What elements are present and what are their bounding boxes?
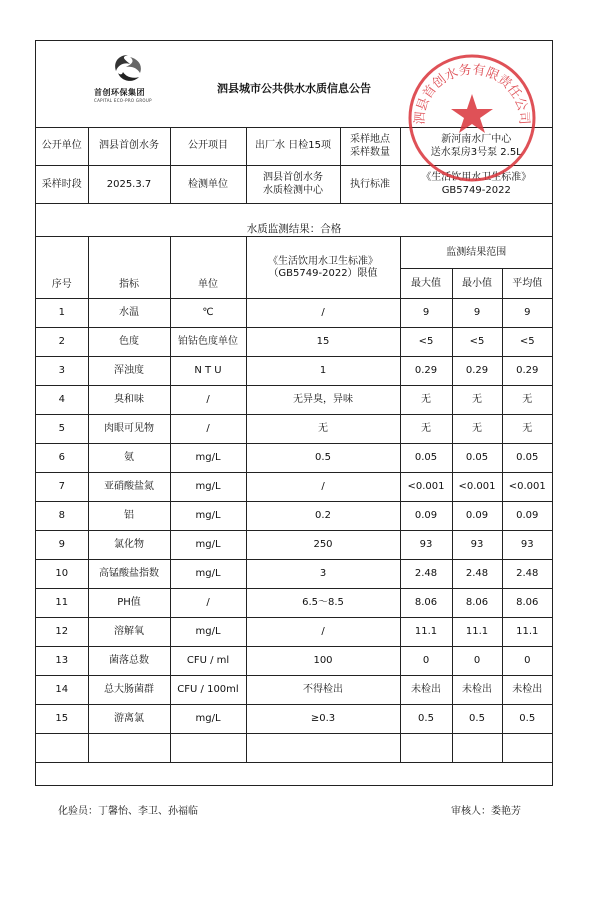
- row-indicator: 浑浊度: [88, 357, 170, 386]
- table-row: [36, 502, 552, 531]
- row-min: 0: [452, 647, 502, 676]
- site-label-line2: 采样数量: [350, 146, 390, 158]
- row-indicator: 亚硝酸盐氮: [88, 473, 170, 502]
- row-unit: 铂钴色度单位: [170, 328, 246, 357]
- meta-row: [36, 165, 552, 203]
- table-row: [36, 473, 552, 502]
- dept-label: 检测单位: [170, 165, 246, 203]
- row-avg: <5: [502, 328, 552, 357]
- row-unit: /: [170, 415, 246, 444]
- row-indicator: 氨: [88, 444, 170, 473]
- row-unit: mg/L: [170, 502, 246, 531]
- row-no: 6: [36, 444, 88, 473]
- time-value: 2025.3.7: [88, 165, 170, 203]
- row-max: 8.06: [400, 589, 452, 618]
- col-range-header: 监测结果范围: [400, 237, 552, 269]
- row-unit: N T U: [170, 357, 246, 386]
- row-limit: 3: [246, 560, 400, 589]
- row-unit: CFU / 100ml: [170, 676, 246, 705]
- notice-title: 泗县城市公共供水水质信息公告: [217, 82, 371, 95]
- col-min-header: 最小值: [452, 269, 502, 299]
- row-max: 0.05: [400, 444, 452, 473]
- seal-text: 泗县首创水务有限责任公司: [412, 62, 532, 126]
- row-limit: 无: [246, 415, 400, 444]
- row-no: 12: [36, 618, 88, 647]
- item-label: 公开项目: [170, 127, 246, 165]
- site-value-line1: 新河南水厂中心: [441, 133, 512, 145]
- logo-text-en: CAPITAL ECO-PRO GROUP: [94, 98, 152, 103]
- dept-value-line1: 泗县首创水务: [263, 172, 323, 183]
- results-table: [36, 236, 552, 763]
- row-min: 无: [452, 386, 502, 415]
- row-indicator: 游离氯: [88, 705, 170, 734]
- std-value-line2: GB5749-2022: [441, 185, 511, 196]
- row-min: 2.48: [452, 560, 502, 589]
- col-unit-header: 单位: [170, 237, 246, 299]
- table-row: [36, 647, 552, 676]
- row-max: 2.48: [400, 560, 452, 589]
- dept-value-line2: 水质检测中心: [263, 185, 323, 196]
- row-no: 2: [36, 328, 88, 357]
- row-avg: 0.05: [502, 444, 552, 473]
- notice-sheet: [35, 40, 553, 817]
- row-limit: /: [246, 473, 400, 502]
- row-max: 无: [400, 415, 452, 444]
- blank-row: [36, 734, 552, 763]
- table-row: [36, 618, 552, 647]
- row-avg: 8.06: [502, 589, 552, 618]
- row-limit: /: [246, 299, 400, 328]
- row-min: <5: [452, 328, 502, 357]
- row-min: 无: [452, 415, 502, 444]
- row-min: 未检出: [452, 676, 502, 705]
- table-row: [36, 676, 552, 705]
- std-value: [400, 165, 552, 203]
- row-avg: 0: [502, 647, 552, 676]
- result-text: 水质监测结果：合格: [246, 223, 342, 235]
- row-limit: 250: [246, 531, 400, 560]
- row-unit: /: [170, 589, 246, 618]
- row-avg: 9: [502, 299, 552, 328]
- row-limit: 6.5～8.5: [246, 589, 400, 618]
- row-indicator: 溶解氧: [88, 618, 170, 647]
- row-avg: 0.5: [502, 705, 552, 734]
- logo-text-cn: 首创环保集团: [94, 88, 145, 97]
- row-max: 0.5: [400, 705, 452, 734]
- table-row: [36, 357, 552, 386]
- row-indicator: 铝: [88, 502, 170, 531]
- results-body: [36, 299, 552, 734]
- time-label: 采样时段: [36, 165, 88, 203]
- site-label-line1: 采样地点: [350, 133, 390, 145]
- row-unit: mg/L: [170, 560, 246, 589]
- col-max-header: 最大值: [400, 269, 452, 299]
- row-avg: 11.1: [502, 618, 552, 647]
- row-min: 11.1: [452, 618, 502, 647]
- table-row: [36, 589, 552, 618]
- meta-table: [36, 127, 552, 204]
- unit-value: 泗县首创水务: [88, 127, 170, 165]
- row-avg: 0.09: [502, 502, 552, 531]
- row-avg: 2.48: [502, 560, 552, 589]
- std-value-line1: 《生活饮用水卫生标准》: [421, 172, 532, 183]
- row-max: 93: [400, 531, 452, 560]
- row-limit: 不得检出: [246, 676, 400, 705]
- row-no: 5: [36, 415, 88, 444]
- row-limit: 无异臭，异味: [246, 386, 400, 415]
- row-min: <0.001: [452, 473, 502, 502]
- row-no: 8: [36, 502, 88, 531]
- table-row: [36, 328, 552, 357]
- row-no: 13: [36, 647, 88, 676]
- row-max: 0: [400, 647, 452, 676]
- reviewer-label: 审核人：娄艳芳: [451, 806, 521, 817]
- testers-label: 化验员：丁馨怡、李卫、孙福临: [58, 806, 198, 817]
- row-no: 7: [36, 473, 88, 502]
- row-max: 未检出: [400, 676, 452, 705]
- table-row: [36, 560, 552, 589]
- table-row: [36, 386, 552, 415]
- row-no: 1: [36, 299, 88, 328]
- table-row: [36, 531, 552, 560]
- notice-header: [36, 41, 552, 128]
- row-avg: 93: [502, 531, 552, 560]
- row-min: 0.05: [452, 444, 502, 473]
- row-indicator: 色度: [88, 328, 170, 357]
- row-min: 8.06: [452, 589, 502, 618]
- header-row: [36, 237, 552, 269]
- row-limit: /: [246, 618, 400, 647]
- site-value: [400, 127, 552, 165]
- table-row: [36, 299, 552, 328]
- row-avg: <0.001: [502, 473, 552, 502]
- row-unit: mg/L: [170, 705, 246, 734]
- unit-label: 公开单位: [36, 127, 88, 165]
- row-limit: 100: [246, 647, 400, 676]
- row-max: <0.001: [400, 473, 452, 502]
- row-unit: ℃: [170, 299, 246, 328]
- row-no: 4: [36, 386, 88, 415]
- row-no: 10: [36, 560, 88, 589]
- site-label: [340, 127, 400, 165]
- row-no: 11: [36, 589, 88, 618]
- row-no: 9: [36, 531, 88, 560]
- row-min: 93: [452, 531, 502, 560]
- row-no: 15: [36, 705, 88, 734]
- col-limit-header: [246, 237, 400, 299]
- limit-header-line2: （GB5749-2022）限值: [268, 267, 378, 279]
- row-avg: 无: [502, 415, 552, 444]
- row-no: 3: [36, 357, 88, 386]
- row-indicator: 菌落总数: [88, 647, 170, 676]
- row-min: 0.09: [452, 502, 502, 531]
- table-row: [36, 705, 552, 734]
- table-row: [36, 444, 552, 473]
- row-indicator: 总大肠菌群: [88, 676, 170, 705]
- row-avg: 无: [502, 386, 552, 415]
- item-value: 出厂水 日检15项: [246, 127, 340, 165]
- row-limit: 15: [246, 328, 400, 357]
- row-max: <5: [400, 328, 452, 357]
- row-max: 0.29: [400, 357, 452, 386]
- row-limit: 0.2: [246, 502, 400, 531]
- limit-header-line1: 《生活饮用水卫生标准》: [268, 255, 378, 267]
- row-avg: 0.29: [502, 357, 552, 386]
- row-max: 无: [400, 386, 452, 415]
- meta-row: [36, 127, 552, 165]
- row-indicator: 水温: [88, 299, 170, 328]
- row-indicator: 高锰酸盐指数: [88, 560, 170, 589]
- site-value-line2: 送水泵房3号泵 2.5L: [430, 146, 522, 158]
- row-max: 11.1: [400, 618, 452, 647]
- row-min: 0.29: [452, 357, 502, 386]
- row-no: 14: [36, 676, 88, 705]
- row-limit: 0.5: [246, 444, 400, 473]
- row-unit: mg/L: [170, 473, 246, 502]
- row-indicator: 臭和味: [88, 386, 170, 415]
- std-label: 执行标准: [340, 165, 400, 203]
- row-min: 9: [452, 299, 502, 328]
- col-no-header: 序号: [36, 237, 88, 299]
- row-limit: 1: [246, 357, 400, 386]
- row-unit: mg/L: [170, 531, 246, 560]
- row-avg: 未检出: [502, 676, 552, 705]
- col-indicator-header: 指标: [88, 237, 170, 299]
- row-unit: mg/L: [170, 618, 246, 647]
- row-unit: /: [170, 386, 246, 415]
- row-limit: ≥0.3: [246, 705, 400, 734]
- table-row: [36, 415, 552, 444]
- row-unit: CFU / ml: [170, 647, 246, 676]
- dept-value: [246, 165, 340, 203]
- row-indicator: PH值: [88, 589, 170, 618]
- row-min: 0.5: [452, 705, 502, 734]
- row-unit: mg/L: [170, 444, 246, 473]
- row-max: 0.09: [400, 502, 452, 531]
- col-avg-header: 平均值: [502, 269, 552, 299]
- row-indicator: 肉眼可见物: [88, 415, 170, 444]
- row-indicator: 氯化物: [88, 531, 170, 560]
- row-max: 9: [400, 299, 452, 328]
